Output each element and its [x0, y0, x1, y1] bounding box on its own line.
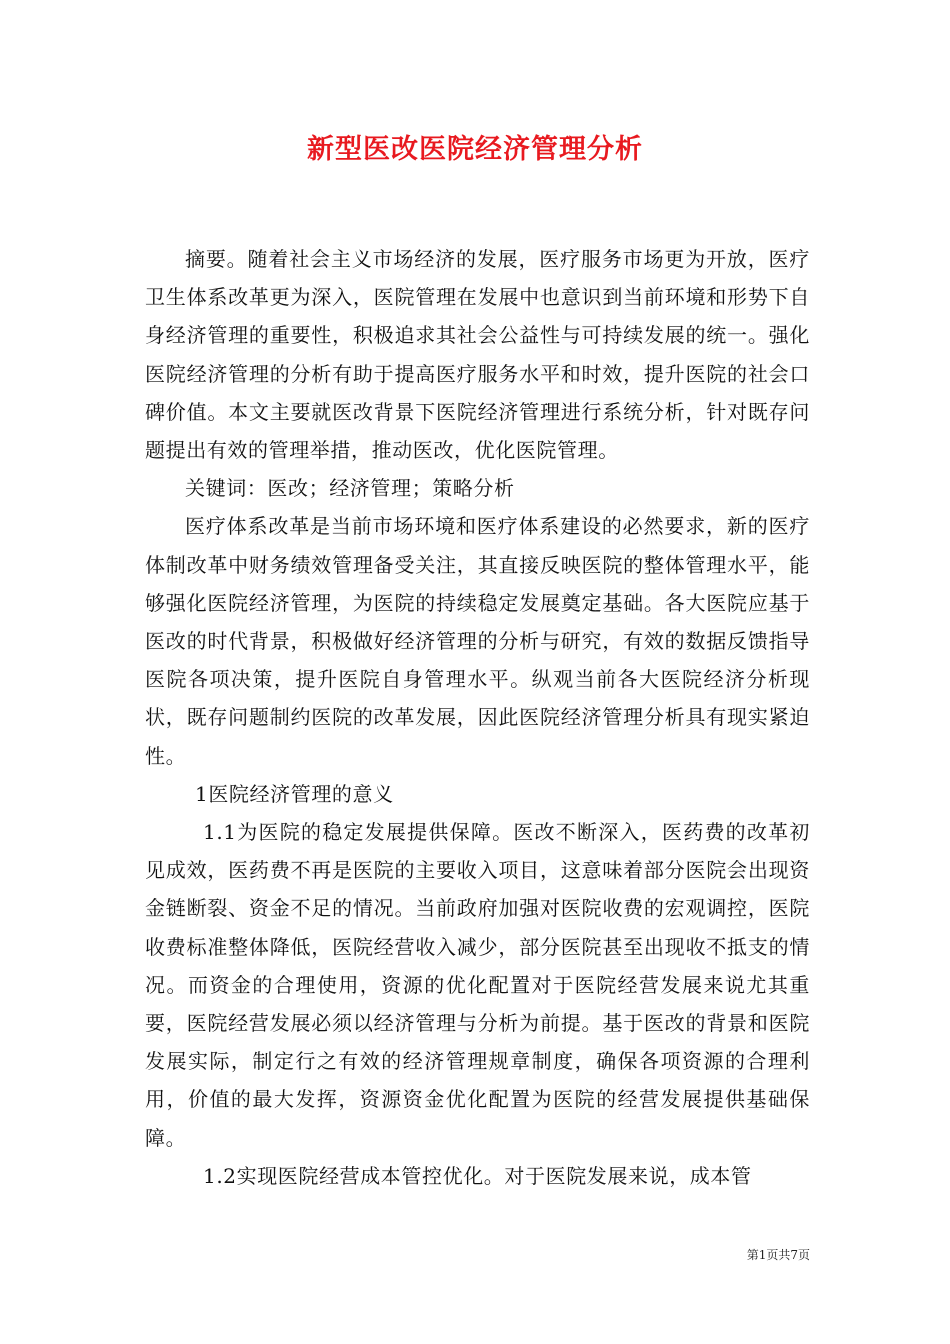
page-number: 第1页共7页 — [746, 1248, 810, 1262]
document-body — [145, 240, 810, 1195]
keywords-paragraph: 关键词：医改；经济管理；策略分析 — [185, 476, 515, 501]
section-1-1-paragraph: 1.1为医院的稳定发展提供保障。医改不断深入，医药费的改革初见成效，医药费不再是医院的主要收入项目，这意味着部分医院会出现资金链断裂、资金不足的情况。当前政府加强对医院收费的宏观调控，医院收费标准整体降低，医院经营收入减少，部分医院甚至出现收不抵支的情况。而资金的合理使用，资源的优化配置对于医院经营发展来说尤其重要，医院经营发展必须以经济管理与分析为前提。基于医改的背景和医院发展实际，制定行之有效的经济管理规章制度，确保各项资源的合理利用，价值的最大发挥，资源资金优化配置为医院的经营发展提供基础保障。 — [145, 820, 810, 1150]
section-heading-1: 1医院经济管理的意义 — [195, 781, 394, 806]
document-title: 新型医改医院经济管理分析 — [307, 134, 643, 165]
section-1-2-paragraph: 1.2实现医院经营成本管控优化。对于医院发展来说，成本管 — [203, 1163, 752, 1188]
intro-paragraph: 医疗体系改革是当前市场环境和医疗体系建设的必然要求，新的医疗体制改革中财务绩效管理备受关注，其直接反映医院的整体管理水平，能够强化医院经济管理，为医院的持续稳定发展奠定基础。各大医院应基于医改的时代背景，积极做好经济管理的分析与研究，有效的数据反馈指导医院各项决策，提升医院自身管理水平。纵观当前各大医院经济分析现状，既存问题制约医院的改革发展，因此医院经济管理分析具有现实紧迫性。 — [145, 514, 810, 768]
abstract-paragraph: 摘要。随着社会主义市场经济的发展，医疗服务市场更为开放，医疗卫生体系改革更为深入，医院管理在发展中也意识到当前环境和形势下自身经济管理的重要性，积极追求其社会公益性与可持续发展的统一。强化医院经济管理的分析有助于提高医疗服务水平和时效，提升医院的社会口碑价值。本文主要就医改背景下医院经济管理进行系统分析，针对既存问题提出有效的管理举措，推动医改，优化医院管理。 — [145, 247, 810, 463]
